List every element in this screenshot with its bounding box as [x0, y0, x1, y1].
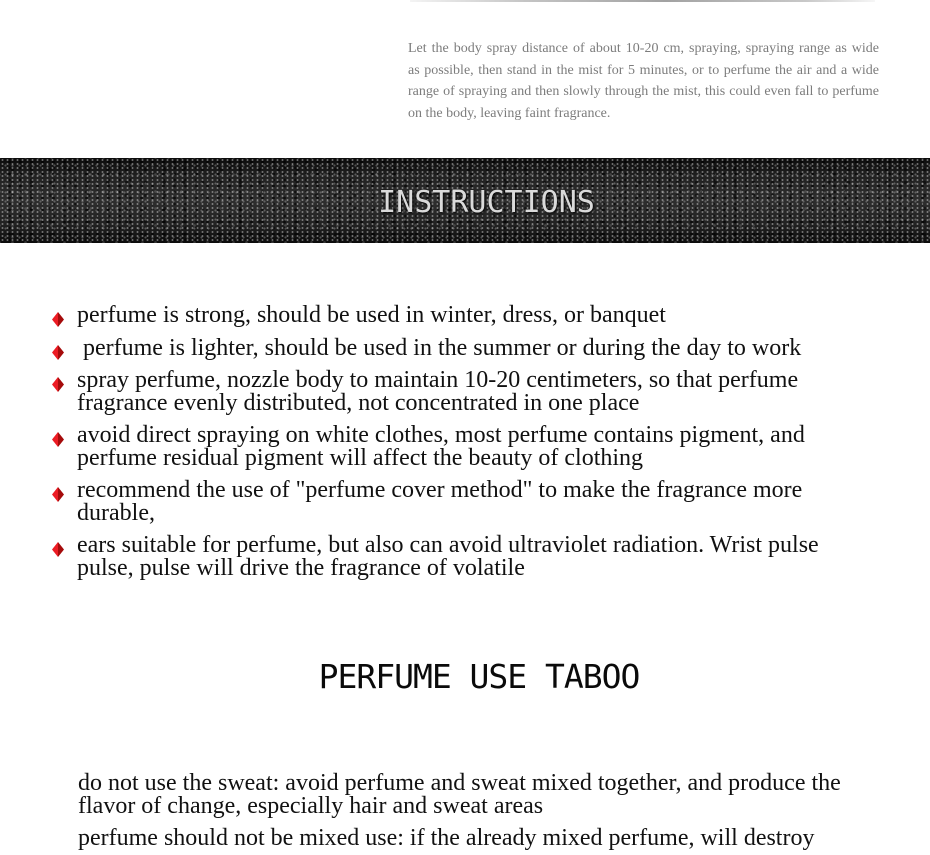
red-diamond-bullet-icon	[52, 487, 64, 502]
instruction-item	[0, 304, 930, 327]
instruction-item	[0, 424, 930, 469]
instruction-item	[0, 479, 930, 524]
instruction-line: recommend the use of "perfume cover method" to make the fragrance more	[77, 477, 803, 503]
instruction-text	[77, 369, 930, 414]
instruction-line: durable,	[77, 499, 155, 526]
intro-line: on the body, leaving faint fragrance.	[408, 106, 611, 122]
taboo-item	[0, 827, 930, 850]
taboo-list	[0, 772, 930, 855]
red-diamond-bullet-icon	[52, 432, 64, 447]
red-diamond-bullet-icon	[52, 345, 64, 360]
intro-line: as possible, then stand in the mist for 5 minutes, or to perfume the air and a wide	[408, 62, 879, 78]
red-diamond-bullet-icon	[52, 312, 64, 327]
instructions-heading: INSTRUCTIONS	[378, 184, 595, 220]
instruction-line: pulse, pulse will drive the fragrance of volatile	[77, 554, 525, 581]
instruction-text	[77, 534, 930, 579]
instruction-text	[77, 334, 930, 361]
instruction-line: avoid direct spraying on white clothes, most perfume contains pigment, and	[77, 422, 805, 448]
red-diamond-bullet-icon	[52, 542, 64, 557]
instruction-line: fragrance evenly distributed, not concentrated in one place	[77, 389, 640, 416]
taboo-text	[78, 772, 930, 817]
instruction-text	[77, 304, 930, 327]
intro-line: range of spraying and then slowly through the mist, this could even fall to perfume	[408, 84, 879, 100]
instruction-line: perfume is strong, should be used in winter, dress, or banquet	[77, 302, 666, 328]
instruction-line: spray perfume, nozzle body to maintain 10-20 centimeters, so that perfume	[77, 367, 799, 393]
red-diamond-bullet-icon	[52, 377, 64, 392]
instruction-item	[0, 369, 930, 414]
top-divider	[410, 0, 875, 2]
taboo-line: do not use the sweat: avoid perfume and sweat mixed together, and produce the	[78, 770, 841, 796]
instruction-line: ears suitable for perfume, but also can avoid ultraviolet radiation. Wrist pulse	[77, 532, 819, 558]
instruction-item	[0, 334, 930, 361]
instructions-list	[0, 304, 930, 589]
taboo-line: flavor of change, especially hair and sweat areas	[78, 792, 544, 819]
intro-line: Let the body spray distance of about 10-20 cm, spraying, spraying range as wide	[408, 41, 879, 56]
intro-paragraph	[408, 38, 879, 125]
taboo-text	[78, 827, 930, 850]
taboo-line: perfume should not be mixed use: if the already mixed perfume, will destroy	[78, 825, 815, 851]
instruction-item	[0, 534, 930, 579]
instruction-line: perfume residual pigment will affect the beauty of clothing	[77, 444, 644, 471]
instruction-text	[77, 424, 930, 469]
instruction-line: perfume is lighter, should be used in the summer or during the day to work	[77, 334, 802, 361]
taboo-item	[0, 772, 930, 817]
instruction-text	[77, 479, 930, 524]
taboo-heading: PERFUME USE TABOO	[318, 657, 640, 696]
instructions-banner	[0, 158, 930, 243]
